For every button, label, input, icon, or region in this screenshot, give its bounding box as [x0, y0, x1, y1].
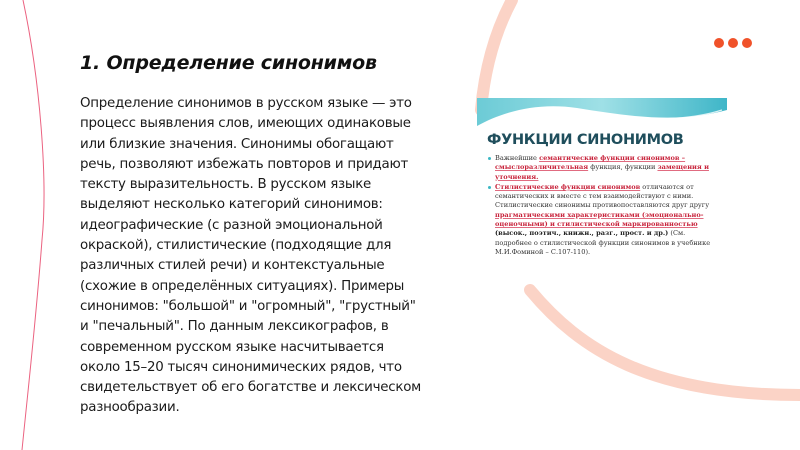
bold-text: (высок., поэтич., книжн., разг., прост. и др.) — [495, 229, 669, 238]
more-dots-icon — [742, 38, 752, 48]
highlight-text: семантические функции синонимов – смыслоразличительная — [495, 154, 686, 172]
peach-arc-top — [481, 0, 512, 110]
embedded-list-item — [487, 154, 715, 182]
more-dots-icon — [714, 38, 724, 48]
embedded-heading: ФУНКЦИИ СИНОНИМОВ — [487, 132, 684, 148]
plain-text: Важнейшие — [495, 154, 540, 162]
embedded-list-item — [487, 183, 715, 257]
left-red-line — [22, 0, 44, 450]
slide-body-text: Определение синонимов в русском языке — это процесс выявления слов, имеющих одинаковые или близкие значения. Синонимы обогащают речь, позволяют избежать повторов и придают тексту выразительность. В русском языке выделяют несколько категорий синонимов: идеографические (с разной эмоциональной окраской), стилистические (подходящие для различных стилей речи) и контекстуальные (схожие в определённых ситуациях). Примеры синонимов: "большой" и "огромный", "грустный" и "печальный". По данным лексикографов, в современном русском языке насчитывается около 15–20 тысяч синонимических рядов, что свидетельствует об его богатстве и лексическом разнообразии. — [80, 96, 421, 416]
plain-text: (См. подробнее о стилистической функции синонимов в учебнике М.И.Фоминой – С.107-110). — [495, 229, 711, 256]
more-options-button[interactable] — [714, 38, 752, 48]
highlight-text: замещения и уточнения. — [495, 163, 709, 181]
embedded-slide-image — [477, 98, 727, 283]
peach-arc-bottom — [530, 290, 800, 395]
highlight-text: прагматическими характеристиками (эмоционально-оценочными) и стилистической маркированностью — [495, 210, 704, 229]
teal-wave-banner — [477, 98, 727, 128]
more-dots-icon — [728, 38, 738, 48]
embedded-bullet-list — [487, 154, 715, 258]
plain-text: функция, функции — [588, 163, 658, 172]
highlight-text: Стилистические функции синонимов — [495, 182, 641, 191]
plain-text: отличаются от семантических и вместе с тем взаимодействуют с ними. Стилистические синонимы противопоставляются друг другу — [495, 182, 710, 210]
slide-title: 1. Определение синонимов — [80, 52, 377, 74]
